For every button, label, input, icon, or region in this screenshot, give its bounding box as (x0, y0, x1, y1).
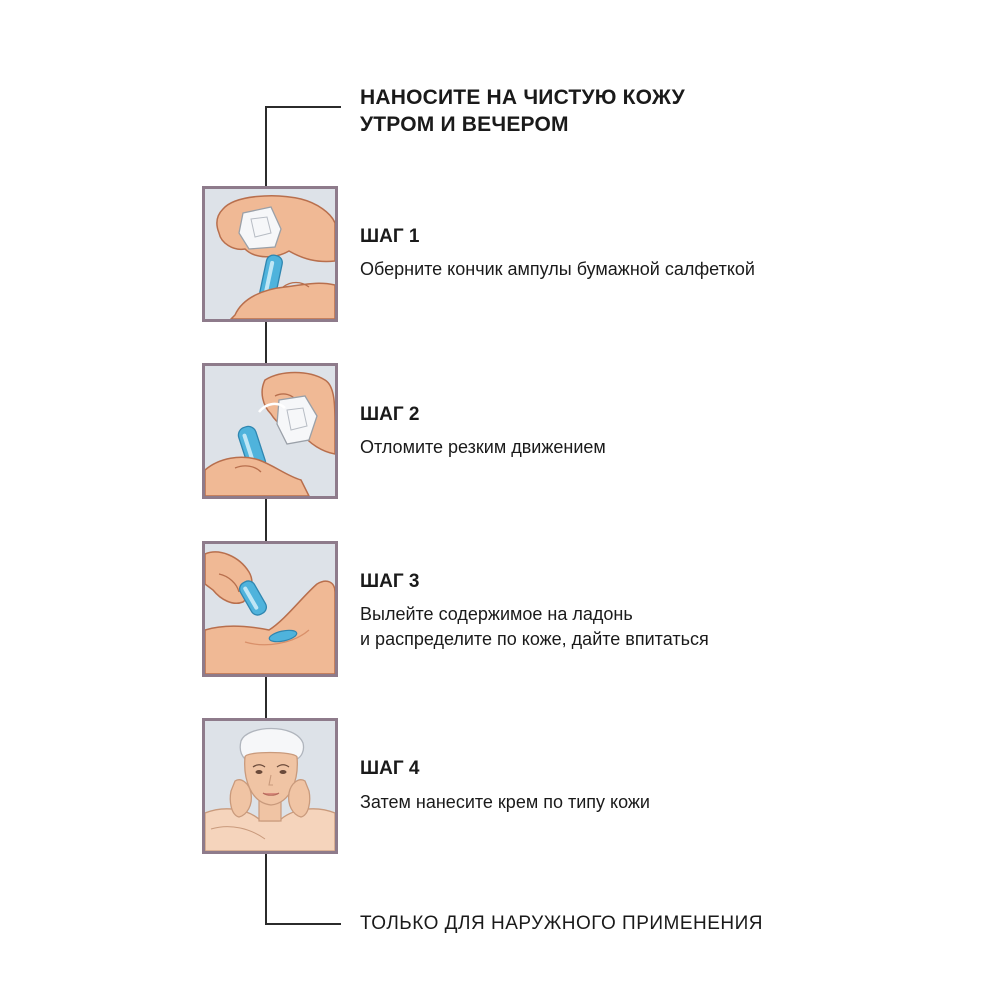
step-3-illustration (202, 541, 338, 677)
step-1-title: ШАГ 1 (360, 226, 420, 247)
step-1-illustration (202, 186, 338, 322)
connector-line-bottom (265, 923, 341, 925)
step-4-illustration (202, 718, 338, 854)
step-4-title: ШАГ 4 (360, 758, 420, 779)
step-2-title: ШАГ 2 (360, 404, 420, 425)
connector-line-top (265, 106, 341, 108)
step-3-text-line-1: Вылейте содержимое на ладонь (360, 604, 633, 624)
step-4-text (360, 790, 650, 815)
step-2-text-line: Отломите резким движением (360, 437, 606, 457)
step-1-text (360, 257, 755, 282)
step-3-text-line-2: и распределите по коже, дайте впитаться (360, 629, 709, 649)
step-1-text-line: Оберните кончик ампулы бумажной салфеткой (360, 259, 755, 279)
heading-line-2: УТРОМ И ВЕЧЕРОМ (360, 113, 569, 136)
step-3-title: ШАГ 3 (360, 571, 420, 592)
heading-line-1: НАНОСИТЕ НА ЧИСТУЮ КОЖУ (360, 86, 685, 109)
external-use-only-note: ТОЛЬКО ДЛЯ НАРУЖНОГО ПРИМЕНЕНИЯ (360, 913, 764, 934)
step-3-text (360, 602, 709, 652)
step-4-text-line: Затем нанесите крем по типу кожи (360, 792, 650, 812)
step-2-text (360, 435, 606, 460)
step-2-illustration (202, 363, 338, 499)
instructions-heading (360, 84, 685, 138)
